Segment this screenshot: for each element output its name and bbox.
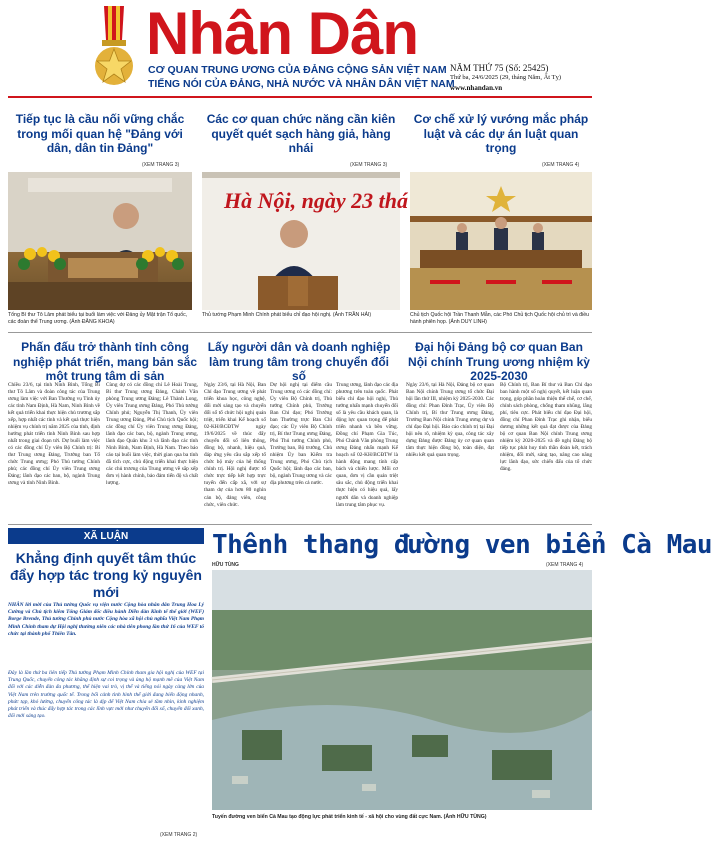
photo-illustration <box>212 570 592 810</box>
photo-illustration <box>410 172 592 310</box>
divider-top <box>8 332 592 333</box>
see-page-top-right: (XEM TRANG 4) <box>542 162 580 168</box>
article-middle-left-col1: Chiều 23/6, tại tỉnh Ninh Bình, Tổng Bí thư Tô Lâm và đoàn công tác của Trung ương làm việc với Ban Thường vụ Tỉnh ủy các tỉnh Nam Định, Hà Nam, Ninh Bình về kết quả triển khai thực hiện chủ trương sắp xếp, hợp nhất các tỉnh và kết quả thực hiện nhiệm vụ chính trị năm 2025 của tỉnh, định hướng phát triển tỉnh Ninh Bình sau hợp nhất trong giai đoạn tới. Dự buổi làm việc có các đồng chí Ủy viên Bộ Chính trị: Bí thư Trung ương Đảng, Trưởng ban Tổ chức Trung ương; Phó Thủ tướng Chính phủ; các đồng chí Ủy viên Trung ương Đảng; lãnh đạo các ban, bộ, ngành Trung ương và tỉnh Ninh Bình. <box>8 382 100 487</box>
article-middle-right-col2: Bộ Chính trị, Ban Bí thư và Ban Chỉ đạo ban hành một số nghị quyết, kết luận quan trọng, góp phần hoàn thiện thể chế, cơ chế, chính sách phòng, chống tham nhũng, lãng phí, tiêu cực. Phát biểu chỉ đạo Đại hội, đồng chí Phan Đình Trạc ghi nhận, biểu dương những kết quả đạt được của Đảng bộ cơ quan Ban Nội chính Trung ương nhiệm kỳ 2020-2025 và đề nghị Đảng bộ tiếp tục phát huy tinh thần đoàn kết, trách nhiệm, đổi mới, sáng tạo, nâng cao năng lực lãnh đạo, sức chiến đấu của tổ chức đảng. <box>500 382 592 473</box>
photo-coastal-road[interactable] <box>212 570 592 810</box>
see-page-top-center: (XEM TRANG 3) <box>350 162 388 168</box>
article-middle-left-col2: Cùng dự có các đồng chí Lê Hoài Trung, Bí thư Trung ương Đảng, Chánh Văn phòng Trung ương Đảng; Lê Thành Long, Ủy viên Trung ương Đảng, Phó Thủ tướng Chính phủ; Nguyễn Thị Thanh, Ủy viên Trung ương Đảng, Phó Chủ tịch Quốc hội; các đồng chí Ủy viên Trung ương Đảng, lãnh đạo các ban, bộ, ngành Trung ương, lãnh đạo Quân khu 3 và lãnh đạo các tỉnh Ninh Bình, Nam Định, Hà Nam. Theo báo cáo tại buổi làm việc, thời gian qua ba tỉnh đã tích cực, chủ động triển khai thực hiện các chủ trương của Trung ương về sắp xếp đơn vị hành chính, bảo đảm tiến độ và chất lượng. <box>106 382 198 487</box>
article-middle-center-col3: Trung ương, lãnh đạo các địa phương trên toàn quốc. Phát biểu chỉ đạo hội nghị, Thủ tướng nhấn mạnh chuyển đổi số là yêu cầu khách quan, là động lực quan trọng để phát triển nhanh và bền vững. Đồng chí Phạm Gia Túc, Phó Chánh Văn phòng Trung ương Đảng nhấn mạnh Kế hoạch số 02-KH/BCĐTW là hành động mang tính cấp bách và chiến lược. Mỗi cơ quan, đơn vị cần quán triệt sâu sắc, chủ động triển khai thực hiện có hiệu quả, lấy người dân và doanh nghiệp làm trung tâm phục vụ. <box>336 382 399 508</box>
feature-byline: HỮU TÙNG <box>212 562 239 568</box>
issue-number: NĂM THỨ 75 (Số: 25425) <box>450 63 549 73</box>
headline-top-right[interactable]: Cơ chế xử lý vướng mắc pháp luật và các dự án luật quan trọng <box>413 112 589 156</box>
headline-editorial[interactable]: Khẳng định quyết tâm thúc đẩy hợp tác trong kỷ nguyên mới <box>10 550 202 601</box>
article-middle-center-col2: Dự hội nghị tại điểm cầu Trung ương có các đồng chí: Ủy viên Bộ Chính trị, Thủ tướng Chính phủ, Trưởng Ban Chỉ đạo; Phó Trưởng ban Thường trực Ban Chỉ đạo; các Ủy viên Bộ Chính trị, Bí thư Trung ương Đảng, Phó Thủ tướng Chính phủ, Trưởng ban, Bộ trưởng, Chủ nhiệm Ủy ban Kiểm tra Trung ương, Phó Chủ tịch Quốc hội; lãnh đạo các ban, bộ, ngành Trung ương và các địa phương trên cả nước. <box>270 382 332 487</box>
article-middle-center-col1: Ngày 23/6, tại Hà Nội, Ban Chỉ đạo Trung ương về phát triển khoa học, công nghệ, đổi mới sáng tạo và chuyển đổi số tổ chức hội nghị quán triệt, triển khai Kế hoạch số 02-KH/BCĐTW ngày 19/6/2025 về thúc đẩy chuyển đổi số liên thông, đồng bộ, nhanh, hiệu quả, đáp ứng yêu cầu sắp xếp tổ chức bộ máy của hệ thống chính trị. Hội nghị được tổ chức trực tiếp kết hợp trực tuyến đến cấp xã, với sự tham dự của hơn 80 nghìn cán bộ, đảng viên, công chức, viên chức. <box>204 382 266 508</box>
masthead-divider <box>8 96 592 98</box>
divider-middle <box>8 524 592 525</box>
see-page-editorial: (XEM TRANG 2) <box>160 832 198 838</box>
headline-feature[interactable]: Thênh thang đường ven biển Cà Mau <box>212 530 712 560</box>
gold-star-medal-icon <box>92 6 136 88</box>
caption-top-right: Chủ tịch Quốc hội Trần Thanh Mẫn, các Phó Chủ tịch Quốc hội chủ trì và điều hành phiên họp. (Ảnh DUY LINH) <box>410 312 589 325</box>
headline-middle-center[interactable]: Lấy người dân và doanh nghiệp làm trung tâm trong chuyển đổi số <box>207 340 391 384</box>
headline-middle-left[interactable]: Phấn đấu trở thành tỉnh công nghiệp phát triển, mang bản sắc một trung tâm di sản <box>12 340 198 384</box>
caption-feature: Tuyến đường ven biển Cà Mau tạo động lực phát triển kinh tế - xã hội cho vùng đất cực Nam. (Ảnh HỮU TÙNG) <box>212 814 487 820</box>
photo-general-secretary[interactable] <box>8 172 192 310</box>
masthead <box>0 0 600 94</box>
headline-top-left[interactable]: Tiếp tục là cầu nối vững chắc trong mối quan hệ "Đảng với dân, dân tin Đảng" <box>15 112 185 156</box>
website-link[interactable]: www.nhandan.vn <box>450 84 503 92</box>
photo-illustration <box>8 172 192 310</box>
editorial-label: XÃ LUẬN <box>8 530 204 544</box>
caption-top-center: Thủ tướng Phạm Minh Chính phát biểu chỉ đạo hội nghị. (Ảnh TRẦN HẢI) <box>202 312 372 318</box>
see-page-top-left: (XEM TRANG 3) <box>142 162 180 168</box>
issue-date: Thứ ba, 24/6/2025 (29, tháng Năm, Ất Tỵ) <box>450 74 561 81</box>
masthead-subtitle-2: TIẾNG NÓI CỦA ĐẢNG, NHÀ NƯỚC VÀ NHÂN DÂN VIỆT NAM <box>148 78 455 90</box>
caption-top-left: Tổng Bí thư Tô Lâm phát biểu tại buổi làm việc với Đảng ủy Mặt trận Tổ quốc, các đoàn thể Trung ương. (Ảnh ĐĂNG KHOA) <box>8 312 188 325</box>
headline-middle-right[interactable]: Đại hội Đảng bộ cơ quan Ban Nội chính Trung ương nhiệm kỳ 2025-2030 <box>408 340 590 384</box>
editorial-lead: NHÂN lời mời của Thủ tướng Quốc vụ viện nước Cộng hòa nhân dân Trung Hoa Lý Cường và Chủ tịch kiêm Tổng Giám đốc điều hành Diễn đàn Kinh tế thế giới (WEF) Borge Brende, Thủ tướng Chính phủ nước Cộng hòa xã hội chủ nghĩa Việt Nam Phạm Minh Chính tham dự Hội nghị thường niên các nhà tiên phong lần thứ 16 của WEF tổ chức tại thành phố Thiên Tân. <box>8 602 204 637</box>
newspaper-logo: Nhân Dân <box>146 0 419 67</box>
headline-top-center[interactable]: Các cơ quan chức năng cần kiên quyết quét sạch hàng giả, hàng nhái <box>206 112 396 156</box>
article-middle-right-col1: Ngày 23/6, tại Hà Nội, Đảng bộ cơ quan Ban Nội chính Trung ương tổ chức Đại hội lần thứ III, nhiệm kỳ 2025-2030. Các đồng chí: Phan Đình Trạc, Ủy viên Bộ Chính trị, Bí thư Trung ương Đảng, Trưởng Ban Nội chính Trung ương dự và chỉ đạo Đại hội. Báo cáo chính trị tại Đại hội nêu rõ, nhiệm kỳ qua, công tác xây dựng Đảng được Đảng ủy cơ quan quan tâm thực hiện đồng bộ, toàn diện, đạt nhiều kết quả quan trọng. <box>406 382 494 459</box>
photo-prime-minister[interactable] <box>202 172 408 310</box>
see-page-feature: (XEM TRANG 4) <box>546 562 584 568</box>
photo-national-assembly[interactable] <box>410 172 592 310</box>
photo-backdrop-text: Hà Nội, ngày 23 thá <box>224 188 408 213</box>
editorial-body: Đây là lần thứ ba liên tiếp Thủ tướng Phạm Minh Chính tham gia hội nghị của WEF tại Trung Quốc, chuyến công tác khẳng định sự coi trọng và ủng hộ mạnh mẽ của Việt Nam đối với các diễn đàn đa phương, thể hiện vai trò, vị thế và tiếng nói ngày càng lớn của Việt Nam trên trường quốc tế. Trong bối cảnh tình hình thế giới đang biến động nhanh, phức tạp, khó lường, chuyến công tác là dịp để Việt Nam chia sẻ tầm nhìn, kinh nghiệm phát triển và thúc đẩy hợp tác trong các lĩnh vực mới như chuyển đổi số, chuyển đổi xanh, đổi mới sáng tạo. <box>8 670 204 720</box>
masthead-subtitle-1: CƠ QUAN TRUNG ƯƠNG CỦA ĐẢNG CỘNG SẢN VIỆT NAM <box>148 64 447 76</box>
